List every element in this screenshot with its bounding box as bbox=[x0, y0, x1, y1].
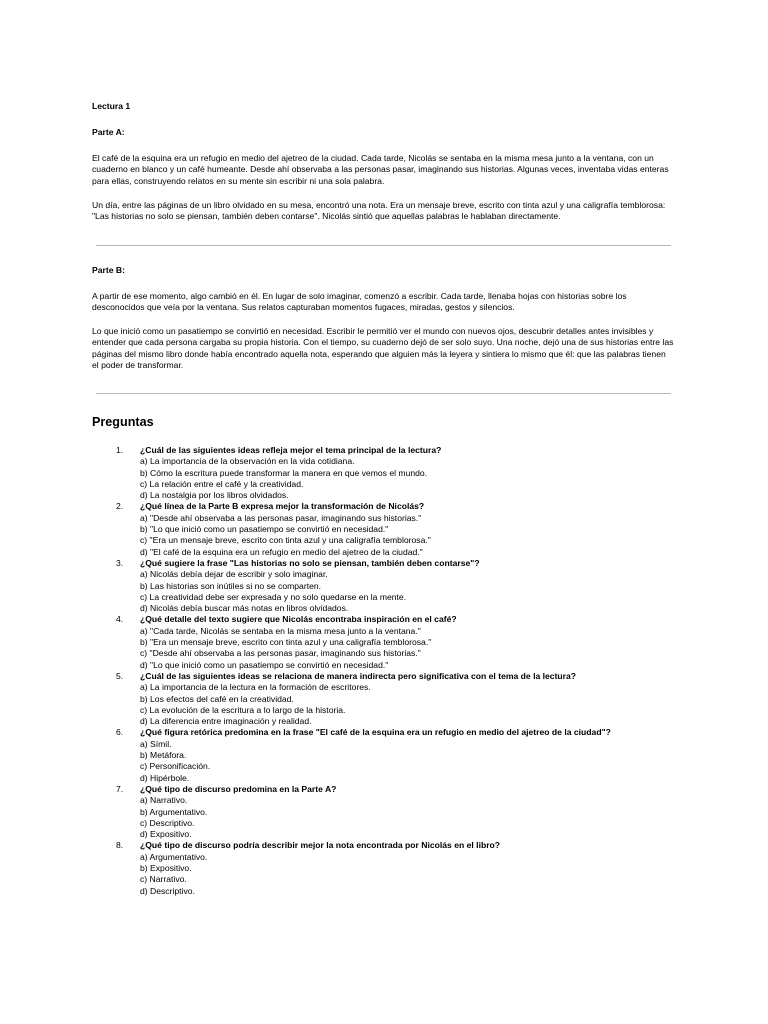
question-item bbox=[92, 727, 692, 783]
question-list bbox=[92, 445, 692, 897]
question-number: 1. bbox=[116, 445, 124, 455]
reading-title: Lectura 1 bbox=[92, 101, 131, 111]
answer-option: a) "Desde ahí observaba a las personas pasar, imaginando sus historias." bbox=[140, 512, 422, 523]
answer-option: a) Argumentativo. bbox=[140, 851, 208, 862]
answer-option: a) Nicolás debía dejar de escribir y solo imaginar. bbox=[140, 569, 328, 580]
answer-option: b) "Era un mensaje breve, escrito con tinta azul y una caligrafía temblorosa." bbox=[140, 637, 432, 648]
part-a-paragraph: Un día, entre las páginas de un libro olvidado en su mesa, encontró una nota. Era un mensaje breve, escrito con tinta azul y una caligrafía temblorosa: "Las historias no solo se piensan, también deben contarse". Nicolás sintió que aquellas palabras le hablaban directamente. bbox=[92, 200, 666, 222]
question-number: 3. bbox=[116, 557, 124, 568]
question-item bbox=[92, 784, 692, 840]
answer-option: a) Narrativo. bbox=[140, 795, 188, 806]
question-item bbox=[92, 840, 692, 896]
answer-option: a) "Cada tarde, Nicolás se sentaba en la misma mesa junto a la ventana." bbox=[140, 625, 421, 636]
answer-option: d) La nostalgia por los libros olvidados. bbox=[140, 490, 289, 501]
section-divider bbox=[96, 393, 671, 394]
answer-option: b) Expositivo. bbox=[140, 862, 192, 873]
part-b-paragraph: A partir de ese momento, algo cambió en él. En lugar de solo imaginar, comenzó a escribir. Cada tarde, llenaba hojas con historias sobre los desconocidos que veía por la ventana. Sus relatos capturaban momentos fugaces, miradas, gestos y silencios. bbox=[92, 291, 627, 313]
question-item bbox=[92, 671, 692, 727]
answer-option: b) Argumentativo. bbox=[140, 806, 208, 817]
questions-title: Preguntas bbox=[92, 415, 154, 429]
answer-option: b) Las historias son inútiles si no se comparten. bbox=[140, 580, 322, 591]
answer-option: c) "Era un mensaje breve, escrito con tinta azul y una caligrafía temblorosa." bbox=[140, 535, 431, 546]
answer-option: c) La evolución de la escritura a lo largo de la historia. bbox=[140, 704, 346, 715]
question-number: 2. bbox=[116, 501, 124, 512]
question-text: ¿Qué sugiere la frase "Las historias no solo se piensan, también deben contarse"? bbox=[140, 557, 480, 568]
part-a-label: Parte A: bbox=[92, 127, 125, 137]
answer-option: a) La importancia de la lectura en la formación de escritores. bbox=[140, 682, 371, 693]
answer-option: c) La relación entre el café y la creatividad. bbox=[140, 478, 304, 489]
answer-option: d) Expositivo. bbox=[140, 829, 192, 840]
answer-option: d) "Lo que inició como un pasatiempo se convirtió en necesidad." bbox=[140, 659, 389, 670]
question-number: 6. bbox=[116, 727, 124, 738]
question-text: ¿Cuál de las siguientes ideas se relaciona de manera indirecta pero significativa con el tema de la lectura? bbox=[140, 670, 577, 681]
question-item bbox=[92, 501, 692, 557]
question-item bbox=[92, 445, 692, 501]
question-text: ¿Qué tipo de discurso predomina en la Parte A? bbox=[140, 783, 337, 794]
section-divider bbox=[96, 245, 671, 246]
part-a-paragraph: El café de la esquina era un refugio en medio del ajetreo de la ciudad. Cada tarde, Nicolás se sentaba en la misma mesa junto a la ventana, con un cuaderno en blanco y un café humeante. Desde ahí observaba a las personas pasar, imaginando sus historias. Algunas veces, inventaba vidas enteras para ellas, construyendo relatos en su mente sin escribir ni una sola palabra. bbox=[92, 153, 669, 186]
answer-option: c) La creatividad debe ser expresada y no solo quedarse en la mente. bbox=[140, 591, 407, 602]
answer-option: b) Metáfora. bbox=[140, 750, 187, 761]
answer-option: d) Descriptivo. bbox=[140, 885, 195, 896]
question-number: 5. bbox=[116, 670, 124, 681]
question-item bbox=[92, 558, 692, 614]
answer-option: c) Descriptivo. bbox=[140, 817, 195, 828]
answer-option: a) La importancia de la observación en la vida cotidiana. bbox=[140, 456, 355, 467]
answer-option: b) Los efectos del café en la creatividad. bbox=[140, 693, 294, 704]
answer-option: d) "El café de la esquina era un refugio en medio del ajetreo de la ciudad." bbox=[140, 546, 423, 557]
question-text: ¿Qué tipo de discurso podría describir mejor la nota encontrada por Nicolás en el libro? bbox=[140, 840, 501, 851]
answer-option: b) Cómo la escritura puede transformar la manera en que vemos el mundo. bbox=[140, 467, 428, 478]
answer-option: c) "Desde ahí observaba a las personas pasar, imaginando sus historias." bbox=[140, 648, 421, 659]
question-item bbox=[92, 614, 692, 670]
question-text: ¿Cuál de las siguientes ideas refleja mejor el tema principal de la lectura? bbox=[140, 445, 442, 455]
answer-option: a) Símil. bbox=[140, 738, 172, 749]
answer-option: d) Nicolás debía buscar más notas en libros olvidados. bbox=[140, 603, 349, 614]
answer-option: c) Personificación. bbox=[140, 761, 211, 772]
question-number: 8. bbox=[116, 840, 124, 851]
answer-option: b) "Lo que inició como un pasatiempo se convirtió en necesidad." bbox=[140, 524, 389, 535]
question-text: ¿Qué figura retórica predomina en la frase "El café de la esquina era un refugio en medio del ajetreo de la ciudad"? bbox=[140, 727, 611, 738]
question-text: ¿Qué línea de la Parte B expresa mejor la transformación de Nicolás? bbox=[140, 501, 425, 512]
question-number: 4. bbox=[116, 614, 124, 625]
part-b-paragraph: Lo que inició como un pasatiempo se convirtió en necesidad. Escribir le permitió ver el mundo con nuevos ojos, descubrir detalles antes invisibles y entender que cada persona cargaba su propia historia. Con el tiempo, su cuaderno dejó de ser solo suyo. Una noche, dejó una de sus historias entre las páginas del mismo libro donde había encontrado aquella nota, esperando que alguien más la leyera y sintiera lo mismo que él: que las palabras tienen el poder de transformar. bbox=[92, 326, 674, 370]
question-number: 7. bbox=[116, 783, 124, 794]
part-b-label: Parte B: bbox=[92, 265, 125, 275]
answer-option: d) Hipérbole. bbox=[140, 772, 190, 783]
answer-option: c) Narrativo. bbox=[140, 874, 187, 885]
answer-option: d) La diferencia entre imaginación y realidad. bbox=[140, 716, 312, 727]
question-text: ¿Qué detalle del texto sugiere que Nicolás encontraba inspiración en el café? bbox=[140, 614, 457, 625]
